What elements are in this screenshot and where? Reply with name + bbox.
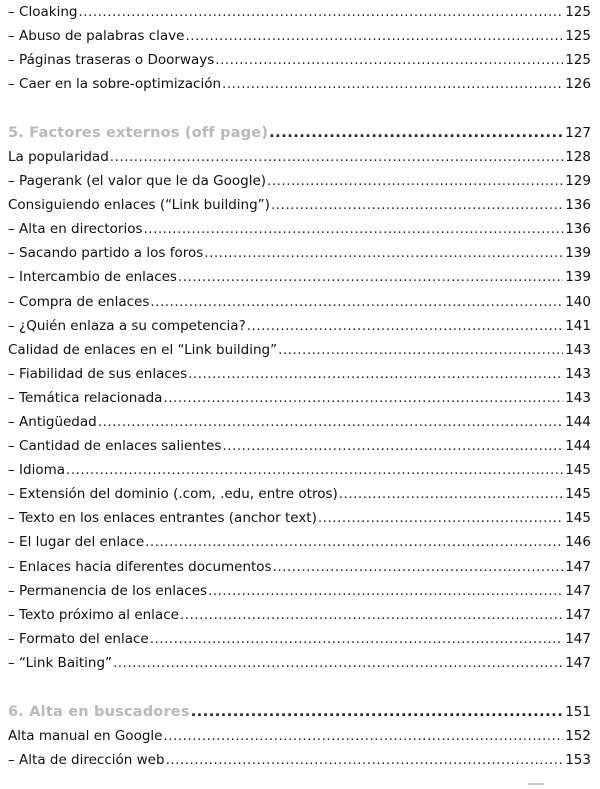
toc-page-number: 143 [565,365,591,382]
toc-page-number: 145 [565,486,591,503]
toc-entry-title: – Fiabilidad de sus enlaces [8,365,188,382]
toc-chapter-heading [8,121,591,145]
toc-entry [8,651,591,675]
dot-leader [273,555,564,579]
toc-entry [8,193,591,217]
dot-leader [208,579,563,603]
toc-entry [8,48,591,72]
toc-entry [8,482,591,506]
toc-page-number: 125 [565,28,591,45]
toc-entry-title: – Texto próximo al enlace [8,606,179,623]
toc-page-number: 125 [565,52,591,69]
dot-leader [278,338,563,362]
toc-entry-title: La popularidad [8,148,109,165]
dot-leader [267,169,563,193]
toc-entry [8,579,591,603]
toc-page-number: 147 [565,558,591,575]
toc-entry [8,290,591,314]
page-edge-mark [528,783,544,785]
dot-leader [113,651,563,675]
dot-leader [180,603,563,627]
dot-leader [66,458,563,482]
toc-entry-title: – Temática relacionada [8,389,163,406]
dot-leader [247,314,563,338]
table-of-contents [8,0,591,772]
toc-entry-title: – Pagerank (el valor que le da Google) [8,173,267,190]
toc-entry [8,506,591,530]
dot-leader [110,145,563,169]
dot-leader [204,241,563,265]
toc-entry-title: – Abuso de palabras clave [8,28,185,45]
dot-leader [163,724,563,748]
toc-page-number: 153 [565,751,591,768]
toc-page-number: 147 [565,606,591,623]
toc-entry-title: – El lugar del enlace [8,534,145,551]
dot-leader [163,386,563,410]
toc-page-number: 147 [565,654,591,671]
dot-leader [150,627,564,651]
toc-page-number: 147 [565,582,591,599]
dot-leader [269,121,563,145]
toc-entry [8,410,591,434]
toc-page-number: 145 [565,462,591,479]
dot-leader [150,290,563,314]
toc-entry-title: – Cantidad de enlaces salientes [8,438,222,455]
toc-page-number: 126 [565,76,591,93]
toc-page-number: 125 [565,4,591,20]
toc-entry-title: 6. Alta en buscadores [8,703,190,720]
toc-chapter-heading [8,700,591,724]
toc-entry [8,72,591,96]
dot-leader [145,530,563,554]
toc-entry-title: – Sacando partido a los foros [8,245,204,262]
dot-leader [178,265,563,289]
toc-entry-title: Consiguiendo enlaces (“Link building”) [8,197,270,214]
dot-leader [318,506,563,530]
toc-entry [8,0,591,24]
toc-entry-title: – Alta en directorios [8,221,143,238]
toc-entry [8,169,591,193]
toc-entry [8,603,591,627]
toc-page-number: 152 [565,727,591,744]
toc-entry-title: – Alta de dirección web [8,751,165,768]
toc-entry-title: – Formato del enlace [8,630,149,647]
toc-entry-title: – Texto en los enlaces entrantes (anchor text) [8,510,317,527]
toc-entry [8,530,591,554]
toc-entry [8,386,591,410]
dot-leader [144,217,564,241]
toc-entry-title: Alta manual en Google [8,727,163,744]
toc-entry [8,362,591,386]
toc-entry [8,458,591,482]
toc-entry-title: – Idioma [8,462,66,479]
toc-entry-title: 5. Factores externos (off page) [8,124,269,141]
toc-entry [8,314,591,338]
toc-page-number: 139 [565,269,591,286]
dot-leader [188,362,563,386]
toc-page-number: 128 [565,148,591,165]
dot-leader [166,748,564,772]
toc-page-number: 143 [565,389,591,406]
toc-entry-title: – Antigüedad [8,414,97,430]
dot-leader [222,72,563,96]
toc-entry [8,748,591,772]
toc-page-number: 139 [565,245,591,262]
toc-entry [8,338,591,362]
toc-page-number: 151 [565,703,591,720]
toc-entry [8,555,591,579]
toc-entry-title: – Intercambio de enlaces [8,269,177,286]
toc-page-number: 127 [565,124,591,141]
toc-entry-title: – “Link Baiting” [8,654,113,671]
toc-page-number: 140 [565,293,591,310]
toc-page-number: 136 [565,221,591,238]
toc-entry [8,145,591,169]
toc-entry-title: – Cloaking [8,4,78,20]
section-gap [8,96,591,121]
toc-page-number: 136 [565,197,591,214]
toc-page-number: 146 [565,534,591,551]
dot-leader [98,410,563,434]
toc-page-number: 144 [565,414,591,430]
toc-page-number: 145 [565,510,591,527]
toc-page-number: 147 [565,630,591,647]
toc-entry-title: – Enlaces hacia diferentes documentos [8,558,272,575]
toc-entry-title: – Extensión del dominio (.com, .edu, entre otros) [8,486,338,503]
toc-entry [8,241,591,265]
toc-page-number: 129 [565,173,591,190]
toc-entry-title: – ¿Quién enlaza a su competencia? [8,317,246,334]
dot-leader [222,434,563,458]
dot-leader [191,700,564,724]
section-gap [8,675,591,700]
dot-leader [215,48,563,72]
toc-entry-title: – Compra de enlaces [8,293,150,310]
dot-leader [185,24,563,48]
toc-entry [8,627,591,651]
toc-entry-title: – Caer en la sobre-optimización [8,76,222,93]
dot-leader [339,482,563,506]
toc-entry [8,724,591,748]
toc-entry [8,217,591,241]
toc-entry-title: – Permanencia de los enlaces [8,582,208,599]
toc-entry-title: Calidad de enlaces en el “Link building” [8,341,278,358]
toc-page-number: 144 [565,438,591,455]
toc-page-number: 141 [565,317,591,334]
toc-entry [8,24,591,48]
toc-entry-title: – Páginas traseras o Doorways [8,52,215,69]
toc-entry [8,265,591,289]
dot-leader [271,193,563,217]
toc-page-number: 143 [565,341,591,358]
dot-leader [78,0,563,24]
toc-entry [8,434,591,458]
